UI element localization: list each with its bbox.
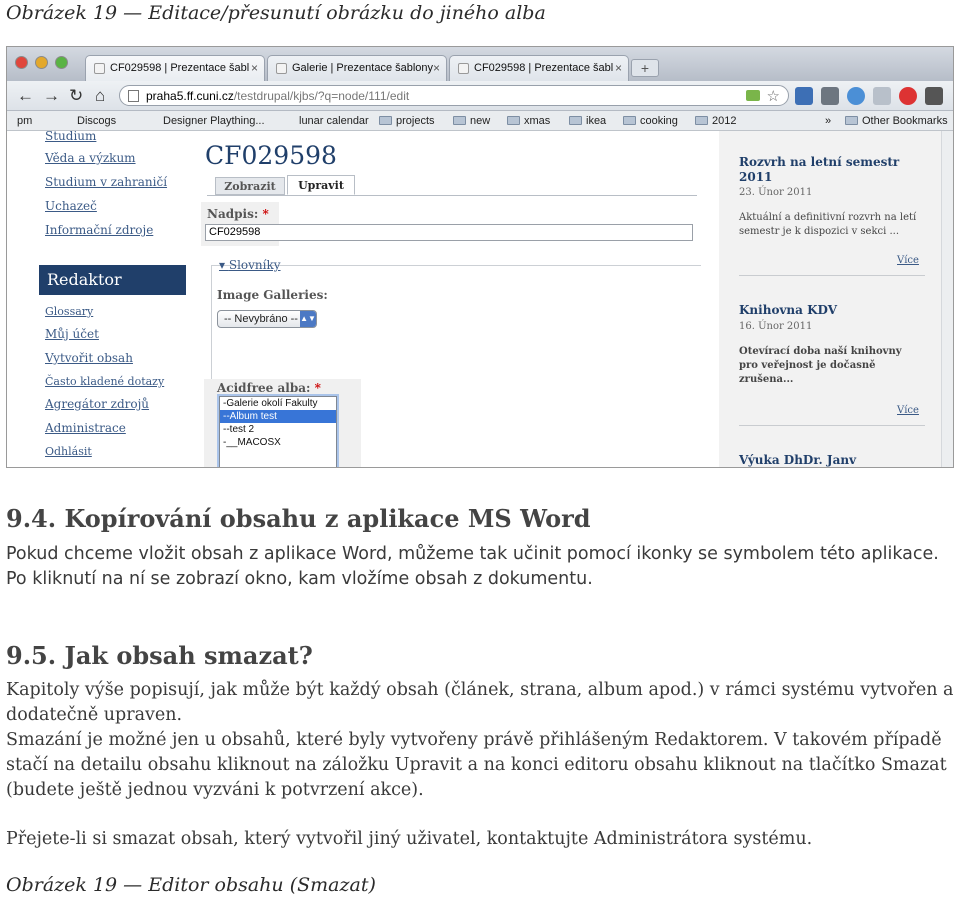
- album-field-label: [217, 381, 321, 395]
- close-window-button[interactable]: [15, 56, 28, 69]
- bookmark-label: xmas: [524, 115, 551, 127]
- extension-icon[interactable]: [873, 87, 891, 105]
- label-text: Nadpis:: [207, 207, 259, 221]
- news-date: 16. Únor 2011: [739, 321, 813, 332]
- folder-icon: [507, 116, 520, 125]
- close-tab-icon[interactable]: ×: [614, 61, 622, 75]
- bookmark-folder-new[interactable]: [453, 115, 490, 127]
- bookmark-label: ikea: [586, 115, 607, 127]
- bookmark-designer[interactable]: Designer Plaything...: [163, 115, 265, 127]
- url-path: /testdrupal/kjbs/?q=node/111/edit: [233, 89, 410, 103]
- nav-link-zahranici[interactable]: Studium v zahraničí: [45, 175, 168, 189]
- folder-icon: [695, 116, 708, 125]
- new-tab-button[interactable]: +: [631, 59, 659, 77]
- folder-icon: [569, 116, 582, 125]
- bookmark-lunar[interactable]: lunar calendar: [299, 115, 369, 127]
- tab-zobrazit[interactable]: Zobrazit: [215, 177, 285, 195]
- galleries-selected-value: -- Nevybráno --: [224, 313, 298, 325]
- reload-icon[interactable]: ↻: [69, 86, 84, 105]
- bookmark-folder-ikea[interactable]: [569, 115, 606, 127]
- bookmarks-bar: [7, 111, 953, 131]
- news-title[interactable]: Výuka DhDr. Janv: [739, 453, 857, 467]
- album-listbox[interactable]: [219, 396, 337, 468]
- redaktor-block-title: Redaktor: [39, 265, 186, 295]
- figure-caption-bottom: Obrázek 19 — Editor obsahu (Smazat): [6, 874, 376, 896]
- news-sidebar: [719, 131, 954, 468]
- figure-caption-top: Obrázek 19 — Editace/přesunutí obrázku do jiného alba: [6, 2, 546, 24]
- nav-link-uchazec[interactable]: Uchazeč: [45, 199, 97, 213]
- back-arrow-icon[interactable]: ←: [17, 86, 34, 105]
- news-panel: [729, 131, 925, 468]
- nav-link-studium[interactable]: Studium: [45, 129, 97, 143]
- bookmark-star-icon[interactable]: ☆: [766, 88, 780, 105]
- browser-tab-label: CF029598 | Prezentace šabl: [110, 62, 250, 74]
- close-tab-icon[interactable]: ×: [432, 61, 440, 75]
- browser-tab-label: CF029598 | Prezentace šabl: [474, 62, 614, 74]
- nav-link-administrace[interactable]: Administrace: [45, 421, 126, 435]
- galleries-label: Image Galleries:: [217, 288, 328, 302]
- node-title: CF029598: [205, 141, 337, 170]
- folder-icon: [453, 116, 466, 125]
- album-option[interactable]: -__MACOSX: [223, 437, 281, 448]
- favicon-icon: [94, 63, 105, 74]
- album-option[interactable]: -Galerie okolí Fakulty: [223, 398, 318, 409]
- browser-tab-2[interactable]: [267, 55, 447, 81]
- news-more-link[interactable]: Více: [897, 405, 919, 416]
- bookmarks-overflow-button[interactable]: »: [825, 115, 832, 127]
- page-icon: [128, 90, 139, 102]
- required-mark: *: [262, 207, 269, 221]
- wrench-icon[interactable]: [925, 87, 943, 105]
- browser-toolbar: [7, 81, 953, 111]
- news-text: Otevírací doba naší knihovny pro veřejnost je dočasně zrušena...: [739, 346, 902, 385]
- paragraph-delete-contact: Přejete-li si smazat obsah, který vytvořil jiný uživatel, kontaktujte Administrátora systému.: [6, 829, 813, 849]
- paragraph-delete-howto: Smazání je možné jen u obsahů, které byly vytvořeny právě přihlášeným Redaktorem. V takovém případě stačí na detailu obsahu kliknout na záložku Upravit a na konci editoru obsahu kliknout na tlačítko Smazat (budete ještě jednou vyzváni k potvrzení akce).: [6, 730, 947, 800]
- node-edit-form: [197, 131, 717, 468]
- address-bar[interactable]: [119, 85, 789, 106]
- album-option[interactable]: --test 2: [223, 424, 255, 435]
- news-text: Aktuální a definitivní rozvrh na letí semestr je k dispozici v sekci ...: [739, 212, 917, 237]
- bookmark-label: 2012: [712, 115, 737, 127]
- folder-icon: [379, 116, 392, 125]
- extension-icon[interactable]: [746, 90, 760, 101]
- tab-bar: [7, 47, 953, 81]
- required-mark: *: [314, 381, 321, 395]
- nav-link-faq[interactable]: Často kladené dotazy: [45, 375, 165, 388]
- bookmark-folder-cooking[interactable]: [623, 115, 678, 127]
- home-icon[interactable]: ⌂: [95, 86, 106, 105]
- browser-screenshot: [6, 46, 954, 468]
- extension-icon[interactable]: [821, 87, 839, 105]
- nav-link-agregator[interactable]: Agregátor zdrojů: [45, 397, 150, 411]
- vocabularies-label: Slovníky: [228, 258, 281, 272]
- paragraph-delete-intro: Kapitoly výše popisují, jak může být každý obsah (článek, strana, album apod.) v rámci systému vytvořen a dodatečně upraven.: [6, 680, 954, 725]
- page-scrollbar[interactable]: [941, 131, 954, 468]
- nav-link-veda[interactable]: Věda a výzkum: [45, 151, 136, 165]
- minimize-window-button[interactable]: [35, 56, 48, 69]
- title-field-label: [207, 207, 269, 221]
- news-separator: [739, 275, 925, 276]
- news-title[interactable]: Rozvrh na letní semestr 2011: [739, 155, 900, 184]
- bookmark-pm[interactable]: pm: [17, 115, 33, 127]
- site-left-nav: [7, 131, 197, 468]
- nav-link-muj-ucet[interactable]: Můj účet: [45, 327, 99, 341]
- zoom-window-button[interactable]: [55, 56, 68, 69]
- nav-link-vytvorit-obsah[interactable]: Vytvořit obsah: [45, 351, 133, 365]
- vocabularies-toggle[interactable]: ▾ Slovníky: [219, 258, 281, 272]
- news-date: 23. Únor 2011: [739, 187, 813, 198]
- extension-icon[interactable]: [847, 87, 865, 105]
- news-more-link[interactable]: Více: [897, 255, 919, 266]
- bookmark-label: projects: [396, 115, 435, 127]
- bookmark-folder-other[interactable]: [845, 115, 948, 127]
- nav-link-odhlasit[interactable]: Odhlásit: [45, 445, 92, 458]
- section-heading-copy-word: 9.4. Kopírování obsahu z aplikace MS Word: [6, 504, 591, 533]
- news-separator: [739, 425, 925, 426]
- nav-link-glossary[interactable]: Glossary: [45, 305, 94, 318]
- album-option-selected[interactable]: --Album test: [220, 410, 336, 423]
- url-host: praha5.ff.cuni.cz: [146, 89, 234, 103]
- section-heading-delete: 9.5. Jak obsah smazat?: [6, 641, 313, 670]
- favicon-icon: [458, 63, 469, 74]
- tab-divider: [207, 195, 697, 196]
- tab-upravit[interactable]: Upravit: [287, 175, 355, 195]
- galleries-select[interactable]: [217, 310, 317, 328]
- extension-icon[interactable]: [899, 87, 917, 105]
- bookmark-label: new: [470, 115, 491, 127]
- bookmark-label: Other Bookmarks: [862, 115, 948, 127]
- browser-tab-1[interactable]: [85, 55, 265, 81]
- label-text: Acidfree alba:: [217, 381, 311, 395]
- browser-tab-3[interactable]: [449, 55, 629, 81]
- title-input[interactable]: CF029598: [205, 224, 693, 241]
- bookmark-folder-2012[interactable]: [695, 115, 736, 127]
- extension-icon[interactable]: [795, 87, 813, 105]
- folder-icon: [845, 116, 858, 125]
- nav-link-zdroje[interactable]: Informační zdroje: [45, 223, 154, 237]
- browser-tab-label: Galerie | Prezentace šablony: [292, 62, 434, 74]
- bookmark-folder-xmas[interactable]: [507, 115, 550, 127]
- select-arrow-icon: ▲▼: [300, 311, 316, 327]
- bookmark-folder-projects[interactable]: [379, 115, 435, 127]
- bookmark-discogs[interactable]: Discogs: [77, 115, 117, 127]
- folder-icon: [623, 116, 636, 125]
- favicon-icon: [276, 63, 287, 74]
- close-tab-icon[interactable]: ×: [250, 61, 258, 75]
- news-title[interactable]: Knihovna KDV: [739, 303, 838, 317]
- paragraph-copy-word: Pokud chceme vložit obsah z aplikace Word, můžeme tak učinit pomocí ikonky se symbolem této aplikace. Po kliknutí na ní se zobrazí okno, kam vložíme obsah z dokumentu.: [6, 544, 939, 589]
- bookmark-label: cooking: [640, 115, 678, 127]
- forward-arrow-icon[interactable]: →: [43, 86, 60, 105]
